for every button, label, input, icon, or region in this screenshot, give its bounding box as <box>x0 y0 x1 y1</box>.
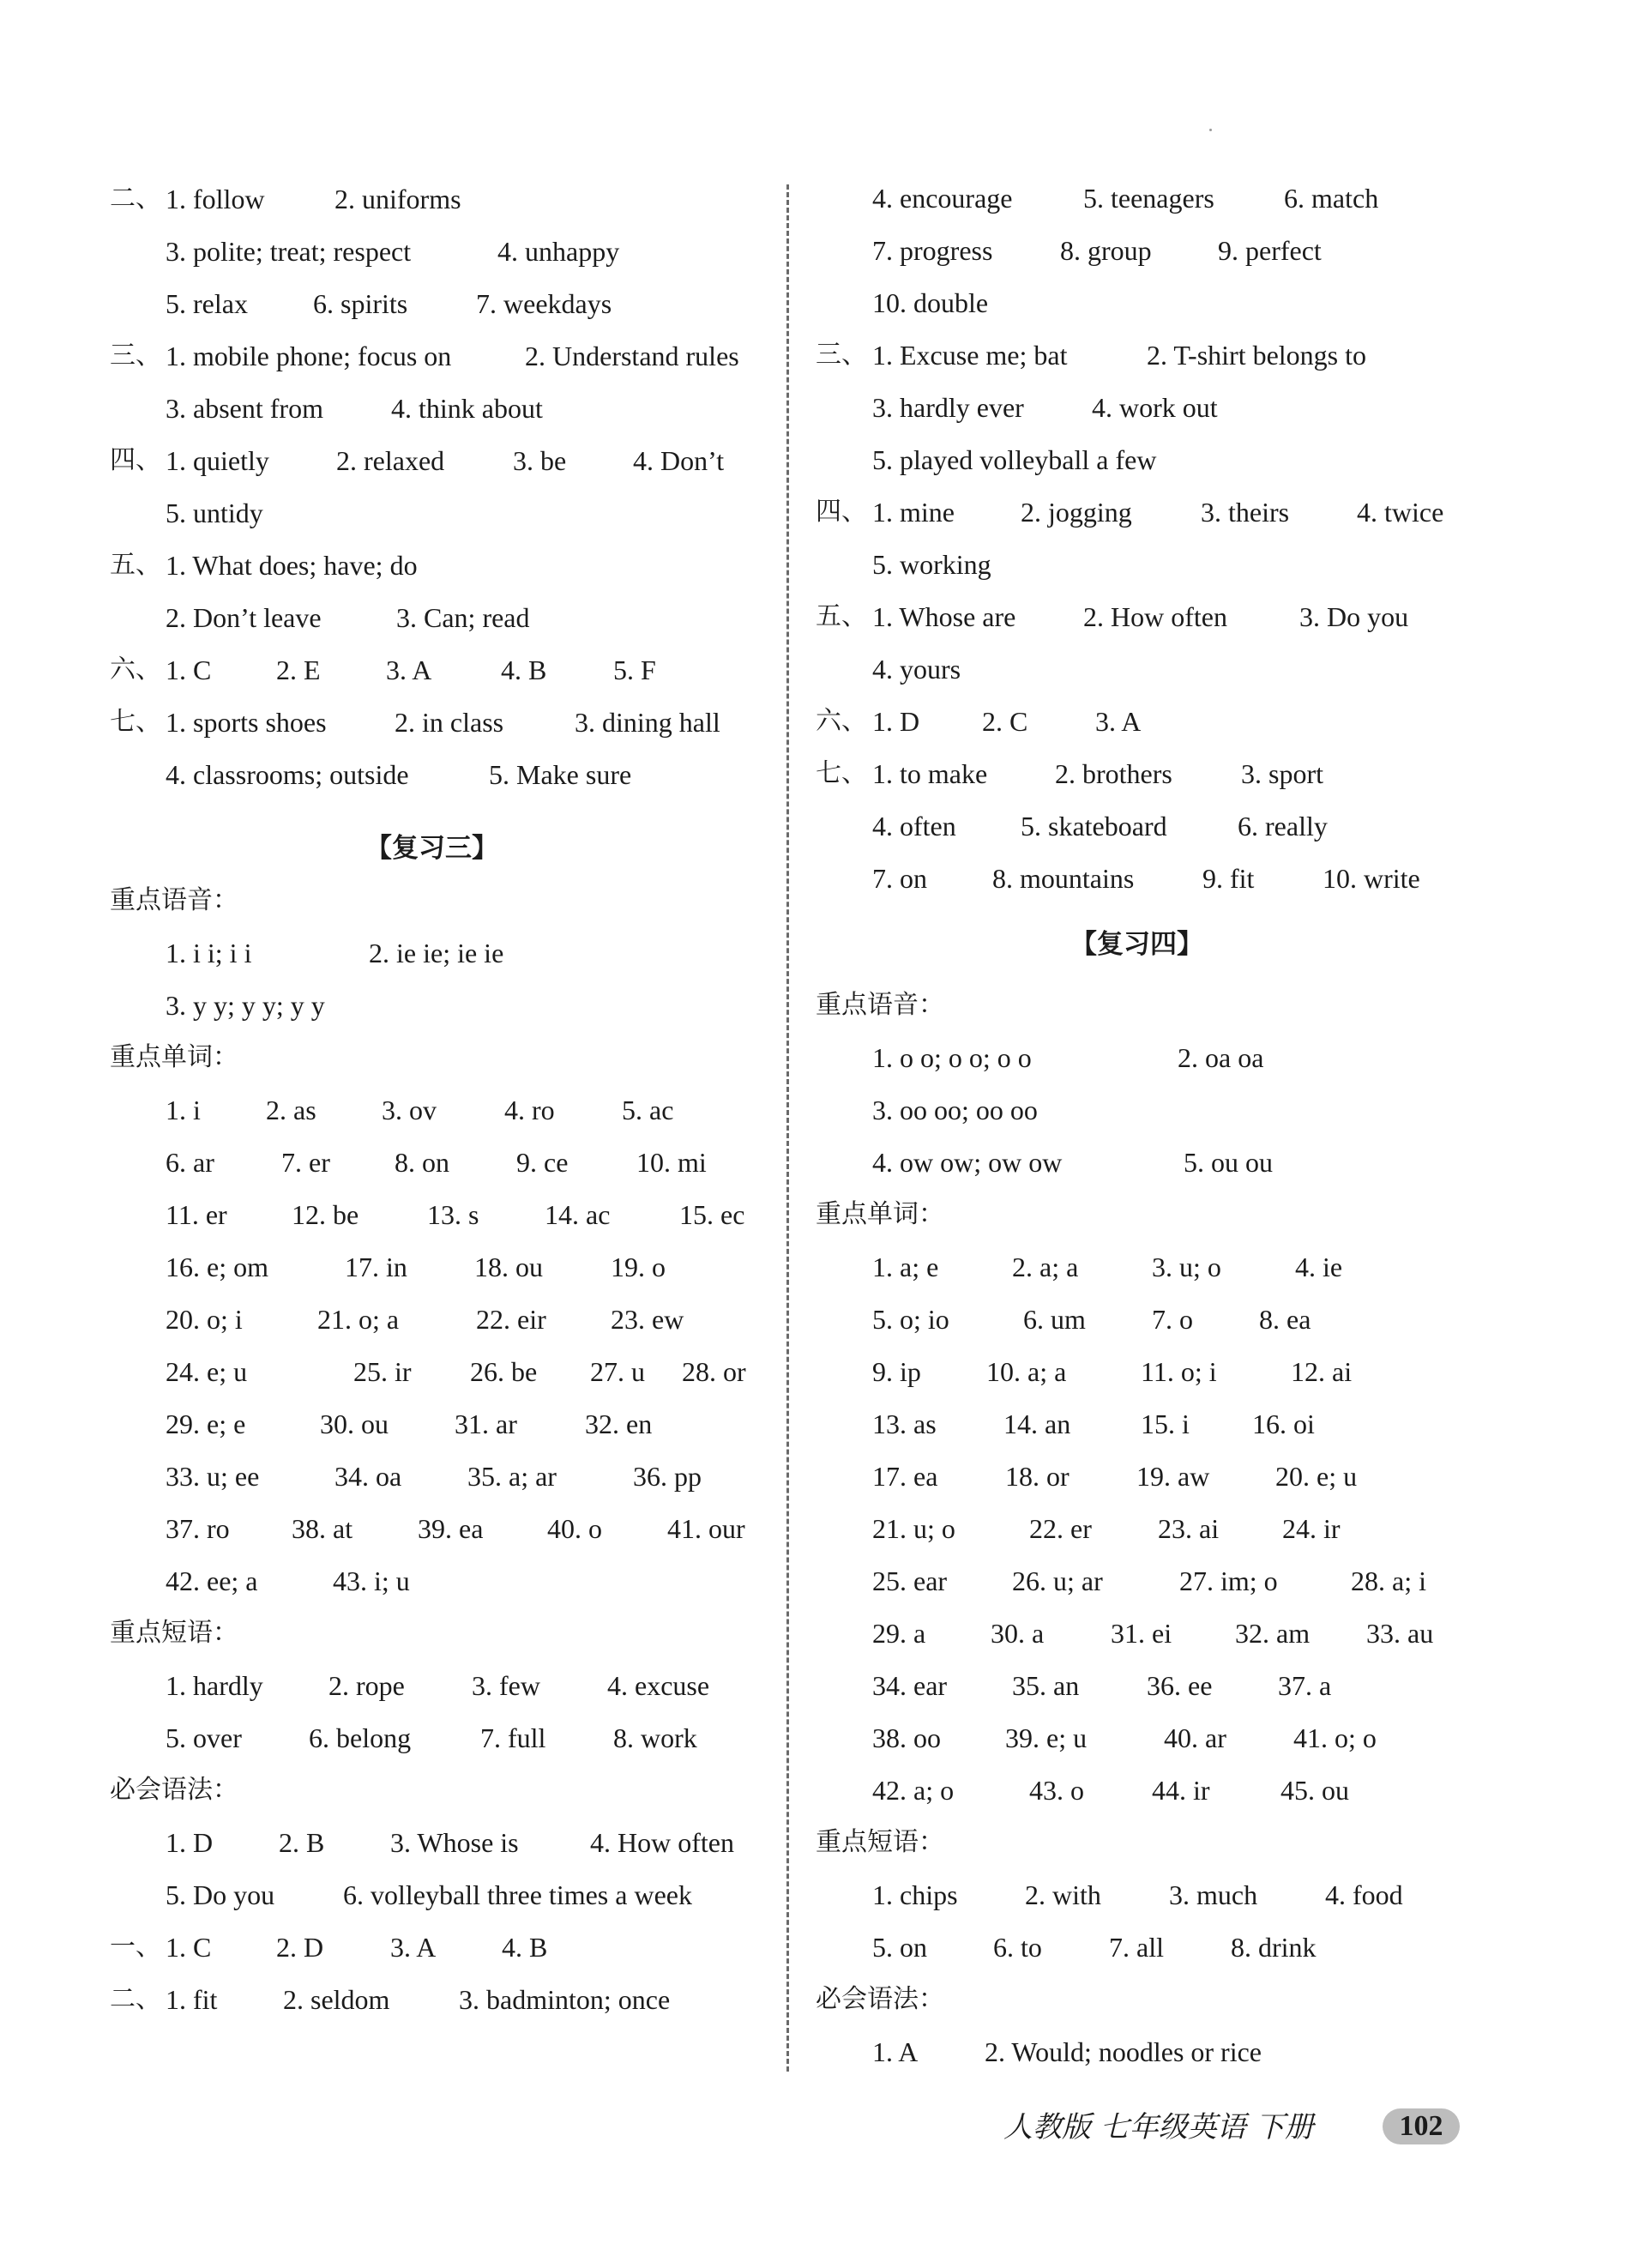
answer-item: 16. e; om <box>166 1252 268 1282</box>
answer-item: 39. e; u <box>1005 1722 1088 1753</box>
answer-item: 2. C <box>982 706 1028 737</box>
answer-item: 18. ou <box>474 1252 543 1282</box>
answer-item: 1. quietly <box>166 445 269 476</box>
footer-textbook-label: 人教版 七年级英语 下册 <box>1003 2110 1314 2144</box>
section-label: 七、 <box>816 758 867 788</box>
answer-item: 22. er <box>1029 1513 1092 1544</box>
answer-item: 4. Don’t <box>633 445 725 476</box>
answer-item: 3. Whose is <box>390 1827 519 1858</box>
answer-item: 5. Make sure <box>489 759 632 790</box>
answer-item: 5. relax <box>166 288 248 319</box>
answer-item: 29. a <box>872 1618 926 1649</box>
answer-item: 4. ow ow; ow ow <box>872 1147 1063 1178</box>
answer-item: 3. y y; y y; y y <box>166 990 325 1021</box>
answer-item: 4. excuse <box>607 1670 710 1701</box>
answer-item: 9. fit <box>1202 863 1255 894</box>
answer-item: 1. D <box>872 706 920 737</box>
answer-item: 14. ac <box>545 1199 611 1230</box>
answer-item: 4. think about <box>391 393 543 424</box>
answer-item: 3. theirs <box>1201 497 1290 528</box>
answer-item: 37. ro <box>166 1513 230 1544</box>
answer-item: 27. u <box>590 1356 645 1387</box>
answer-item: 5. untidy <box>166 498 263 528</box>
answer-item: 8. mountains <box>992 863 1135 894</box>
answer-item: 22. eir <box>476 1304 546 1335</box>
answer-item: 4. ie <box>1295 1252 1343 1282</box>
answer-item: 1. Excuse me; bat <box>872 340 1068 371</box>
answer-item: 6. volleyball three times a week <box>343 1879 692 1910</box>
answer-item: 4. unhappy <box>497 236 620 267</box>
answer-item: 1. D <box>166 1827 214 1858</box>
answer-item: 25. ir <box>353 1356 412 1387</box>
answer-item: 10. mi <box>636 1147 707 1178</box>
answer-item: 3. Can; read <box>396 602 530 633</box>
answer-item: 17. in <box>345 1252 407 1282</box>
answer-item: 6. ar <box>166 1147 214 1178</box>
answer-item: 35. an <box>1012 1670 1080 1701</box>
answer-item: 2. relaxed <box>336 445 445 476</box>
answer-item: 38. at <box>292 1513 353 1544</box>
answer-item: 13. as <box>872 1408 937 1439</box>
answer-item: 1. sports shoes <box>166 707 327 738</box>
answer-item: 21. o; a <box>317 1304 400 1335</box>
answer-item: 24. ir <box>1282 1513 1341 1544</box>
answer-item: 2. seldom <box>283 1984 390 2015</box>
answer-item: 14. an <box>1003 1408 1071 1439</box>
section-label: 必会语法： <box>816 1984 944 2014</box>
answer-item: 7. full <box>480 1722 546 1753</box>
answer-item: 4. yours <box>872 654 961 685</box>
answer-item: 26. u; ar <box>1012 1565 1103 1596</box>
answer-item: 33. u; ee <box>166 1461 260 1492</box>
answer-item: 7. weekdays <box>476 288 612 319</box>
answer-item: 36. pp <box>633 1461 702 1492</box>
answer-item: 44. ir <box>1152 1775 1210 1806</box>
answer-item: 28. a; i <box>1351 1565 1426 1596</box>
section-label: 三、 <box>110 341 161 371</box>
answer-item: 9. ce <box>516 1147 569 1178</box>
review-section-title: 【复习四】 <box>1070 929 1203 960</box>
answer-item: 3. A <box>1095 706 1142 737</box>
section-label: 三、 <box>816 340 867 370</box>
answer-item: 2. How often <box>1083 601 1227 632</box>
answer-item: 19. o <box>611 1252 666 1282</box>
answer-item: 8. group <box>1060 235 1152 266</box>
answer-item: 28. or <box>682 1356 746 1387</box>
answer-item: 4. How often <box>590 1827 734 1858</box>
answer-item: 42. a; o <box>872 1775 955 1806</box>
answer-item: 1. o o; o o; o o <box>872 1042 1032 1073</box>
answer-item: 2. a; a <box>1012 1252 1079 1282</box>
answer-item: 2. Would; noodles or rice <box>985 2036 1262 2067</box>
answer-item: 1. to make <box>872 758 988 789</box>
answer-item: 9. ip <box>872 1356 921 1387</box>
answer-item: 37. a <box>1278 1670 1332 1701</box>
answer-item: 32. en <box>585 1408 653 1439</box>
answer-item: 2. in class <box>395 707 504 738</box>
answer-item: 2. as <box>266 1095 316 1125</box>
answer-item: 18. or <box>1005 1461 1070 1492</box>
answer-item: 3. ov <box>382 1095 437 1125</box>
answer-item: 24. e; u <box>166 1356 248 1387</box>
answer-item: 5. ou ou <box>1184 1147 1273 1178</box>
answer-item: 3. oo oo; oo oo <box>872 1095 1038 1125</box>
answer-item: 10. write <box>1323 863 1420 894</box>
answer-item: 1. fit <box>166 1984 218 2015</box>
answer-item: 3. few <box>472 1670 540 1701</box>
section-label: 必会语法： <box>110 1775 238 1805</box>
answer-item: 2. ie ie; ie ie <box>369 938 504 968</box>
answer-item: 3. dining hall <box>575 707 720 738</box>
answer-item: 2. with <box>1025 1879 1101 1910</box>
answer-item: 8. ea <box>1259 1304 1311 1335</box>
answer-item: 2. D <box>276 1932 324 1963</box>
answer-item: 2. T-shirt belongs to <box>1147 340 1367 371</box>
answer-item: 1. a; e <box>872 1252 939 1282</box>
answer-item: 4. B <box>501 654 547 685</box>
answer-item: 30. a <box>991 1618 1045 1649</box>
answer-item: 1. Whose are <box>872 601 1016 632</box>
answer-item: 2. E <box>276 654 321 685</box>
stray-dot <box>1209 129 1212 131</box>
section-label: 重点短语： <box>110 1618 238 1648</box>
answer-item: 1. chips <box>872 1879 958 1910</box>
answer-item: 13. s <box>427 1199 479 1230</box>
answer-item: 19. aw <box>1136 1461 1210 1492</box>
answer-item: 43. o <box>1029 1775 1084 1806</box>
section-label: 重点短语： <box>816 1827 944 1857</box>
answer-item: 12. ai <box>1291 1356 1353 1387</box>
answer-item: 5. Do you <box>166 1879 275 1910</box>
section-label: 重点语音： <box>816 990 944 1020</box>
answer-item: 31. ei <box>1111 1618 1172 1649</box>
answer-item: 6. match <box>1284 183 1379 214</box>
answer-item: 35. a; ar <box>467 1461 557 1492</box>
answer-item: 1. A <box>872 2036 919 2067</box>
answer-item: 36. ee <box>1147 1670 1213 1701</box>
answer-item: 20. o; i <box>166 1304 243 1335</box>
answer-item: 25. ear <box>872 1565 948 1596</box>
answer-item: 23. ai <box>1158 1513 1220 1544</box>
section-label: 重点单词： <box>110 1042 238 1072</box>
answer-item: 6. really <box>1238 811 1328 841</box>
section-label: 六、 <box>110 654 161 685</box>
section-label: 四、 <box>816 497 867 527</box>
answer-item: 16. oi <box>1252 1408 1315 1439</box>
section-label: 五、 <box>110 550 161 580</box>
answer-item: 15. i <box>1141 1408 1190 1439</box>
answer-item: 33. au <box>1366 1618 1434 1649</box>
answer-item: 7. er <box>281 1147 330 1178</box>
review-section-title: 【复习三】 <box>365 833 498 864</box>
answer-item: 15. ec <box>679 1199 745 1230</box>
answer-item: 3. absent from <box>166 393 323 424</box>
answer-item: 4. classrooms; outside <box>166 759 409 790</box>
answer-item: 3. badminton; once <box>459 1984 671 2015</box>
answer-item: 7. on <box>872 863 927 894</box>
answer-item: 2. B <box>279 1827 325 1858</box>
answer-item: 20. e; u <box>1275 1461 1358 1492</box>
answer-item: 1. i <box>166 1095 201 1125</box>
answer-item: 12. be <box>292 1199 359 1230</box>
answer-item: 9. perfect <box>1218 235 1322 266</box>
answer-item: 6. to <box>993 1932 1042 1963</box>
answer-item: 43. i; u <box>333 1565 410 1596</box>
answer-item: 1. mobile phone; focus on <box>166 341 452 371</box>
answer-item: 1. i i; i i <box>166 938 252 968</box>
answer-item: 45. ou <box>1280 1775 1349 1806</box>
section-label: 二、 <box>110 184 161 214</box>
section-label: 五、 <box>816 601 867 631</box>
answer-item: 3. Do you <box>1299 601 1409 632</box>
answer-item: 8. on <box>395 1147 449 1178</box>
section-label: 六、 <box>816 706 867 736</box>
answer-item: 3. hardly ever <box>872 392 1024 423</box>
answer-item: 4. encourage <box>872 183 1013 214</box>
answer-item: 1. mine <box>872 497 955 528</box>
section-label: 一、 <box>110 1932 161 1962</box>
answer-item: 39. ea <box>418 1513 484 1544</box>
page-number-badge: 102 <box>1383 2108 1460 2144</box>
answer-item: 4. B <box>502 1932 548 1963</box>
answer-item: 3. sport <box>1241 758 1323 789</box>
answer-item: 3. much <box>1169 1879 1258 1910</box>
answer-item: 1. hardly <box>166 1670 263 1701</box>
answer-item: 11. o; i <box>1141 1356 1217 1387</box>
answer-item: 10. a; a <box>986 1356 1067 1387</box>
answer-item: 5. o; io <box>872 1304 949 1335</box>
answer-item: 6. spirits <box>313 288 408 319</box>
answer-item: 1. C <box>166 654 212 685</box>
answer-item: 27. im; o <box>1179 1565 1278 1596</box>
answer-item: 4. often <box>872 811 956 841</box>
answer-item: 17. ea <box>872 1461 938 1492</box>
answer-item: 10. double <box>872 287 989 318</box>
answer-item: 38. oo <box>872 1722 941 1753</box>
answer-item: 42. ee; a <box>166 1565 258 1596</box>
answer-item: 4. ro <box>504 1095 555 1125</box>
answer-item: 5. F <box>613 654 656 685</box>
answer-item: 29. e; e <box>166 1408 246 1439</box>
answer-item: 30. ou <box>320 1408 389 1439</box>
answer-item: 26. be <box>470 1356 538 1387</box>
answer-item: 2. uniforms <box>334 184 461 214</box>
answer-item: 21. u; o <box>872 1513 955 1544</box>
answer-item: 5. teenagers <box>1083 183 1214 214</box>
section-label: 重点单词： <box>816 1199 944 1229</box>
answer-item: 2. jogging <box>1021 497 1132 528</box>
answer-item: 4. work out <box>1092 392 1218 423</box>
answer-item: 11. er <box>166 1199 227 1230</box>
answer-item: 5. on <box>872 1932 927 1963</box>
answer-item: 3. polite; treat; respect <box>166 236 412 267</box>
answer-item: 1. C <box>166 1932 212 1963</box>
answer-item: 34. ear <box>872 1670 948 1701</box>
answer-item: 2. Understand rules <box>525 341 739 371</box>
answer-item: 5. working <box>872 549 991 580</box>
section-label: 四、 <box>110 445 161 475</box>
answer-item: 32. am <box>1235 1618 1311 1649</box>
answer-item: 2. rope <box>328 1670 405 1701</box>
answer-item: 40. o <box>547 1513 602 1544</box>
answer-item: 31. ar <box>455 1408 517 1439</box>
answer-item: 2. Don’t leave <box>166 602 322 633</box>
answer-item: 1. follow <box>166 184 265 214</box>
answer-item: 1. What does; have; do <box>166 550 418 581</box>
answer-item: 7. o <box>1152 1304 1193 1335</box>
answer-item: 3. u; o <box>1152 1252 1221 1282</box>
answer-item: 6. um <box>1023 1304 1086 1335</box>
answer-item: 34. oa <box>334 1461 402 1492</box>
answer-item: 5. played volleyball a few <box>872 444 1157 475</box>
answer-item: 4. twice <box>1357 497 1444 528</box>
answer-item: 7. all <box>1109 1932 1164 1963</box>
answer-item: 5. ac <box>622 1095 674 1125</box>
section-label: 二、 <box>110 1984 161 2014</box>
section-label: 七、 <box>110 707 161 737</box>
answer-item: 40. ar <box>1164 1722 1226 1753</box>
section-label: 重点语音： <box>110 885 238 915</box>
answer-item: 6. belong <box>309 1722 412 1753</box>
column-divider <box>786 184 789 2072</box>
answer-item: 3. be <box>513 445 567 476</box>
answer-item: 5. skateboard <box>1021 811 1167 841</box>
answer-item: 2. oa oa <box>1178 1042 1264 1073</box>
answer-item: 7. progress <box>872 235 993 266</box>
answer-item: 3. A <box>386 654 432 685</box>
answer-item: 41. our <box>667 1513 745 1544</box>
answer-item: 5. over <box>166 1722 242 1753</box>
answer-item: 4. food <box>1325 1879 1403 1910</box>
answer-item: 8. drink <box>1231 1932 1317 1963</box>
answer-item: 3. A <box>390 1932 437 1963</box>
answer-item: 41. o; o <box>1293 1722 1377 1753</box>
answer-item: 23. ew <box>611 1304 684 1335</box>
answer-item: 8. work <box>613 1722 697 1753</box>
answer-item: 2. brothers <box>1055 758 1172 789</box>
